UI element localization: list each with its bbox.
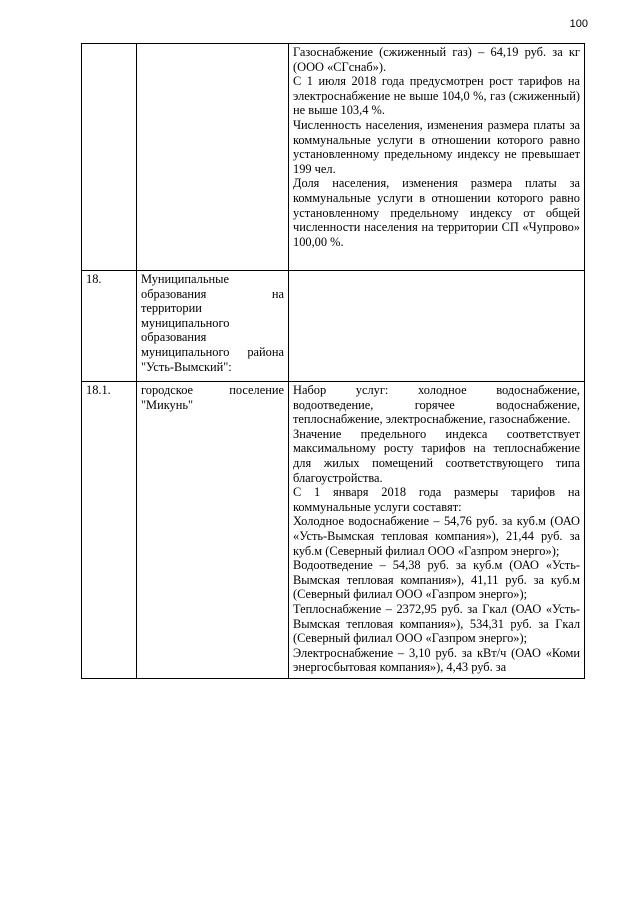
paragraph: Значение предельного индекса соответствует максимальному росту тарифов на теплоснабжение для жилых помещений соответствующего типа благоустройства. <box>293 426 580 485</box>
paragraph: Водоотведение – 54,38 руб. за куб.м (ОАО «Усть-Вымская тепловая компания»), 41,11 руб. за куб.м (Северный филиал ООО «Газпром энерго»); <box>293 558 580 602</box>
table-row-18-1 <box>82 382 585 679</box>
paragraph: Электроснабжение – 3,10 руб. за кВт/ч (ОАО «Коми энергосбытовая компания»), 4,43 руб. за <box>293 645 580 675</box>
paragraph: Теплоснабжение – 2372,95 руб. за Гкал (ОАО «Усть-Вымская тепловая компания»), 534,31 руб. за Гкал (Северный филиал ООО «Газпром энерго»); <box>293 601 580 646</box>
table-row-continuation <box>82 44 585 271</box>
description-cell <box>289 382 585 679</box>
paragraph: С 1 января 2018 года размеры тарифов на коммунальные услуги составят: <box>293 485 580 514</box>
paragraph: Газоснабжение (сжиженный газ) – 64,19 руб. за кг (ООО «СГснаб»). <box>293 45 580 74</box>
paragraph: Набор услуг: холодное водоснабжение, водоотведение, горячее водоснабжение, теплоснабжение, электроснабжение, газоснабжение. <box>293 383 580 427</box>
paragraph: Холодное водоснабжение – 54,76 руб. за куб.м (ОАО «Усть-Вымская тепловая компания»), 21,44 руб. за куб.м (Северный филиал ООО «Газпром энерго»); <box>293 514 580 558</box>
row-number: 18.1. <box>82 382 137 679</box>
municipality-name-text: Муниципальные образования на территории муниципального образования муниципального района "Усть-Вымский": <box>141 272 284 374</box>
tariff-table <box>81 43 585 679</box>
municipality-name-text: городское поселение "Микунь" <box>141 383 284 412</box>
page-number: 100 <box>569 18 588 30</box>
description-cell <box>289 271 585 382</box>
paragraph: Доля населения, изменения размера платы за коммунальные услуги в отношении которого равно установленному предельному индексу от общей численности населения на территории СП «Чупрово» 100,00 %. <box>293 176 580 249</box>
description-cell <box>289 44 585 271</box>
municipality-name <box>137 382 289 679</box>
municipality-name <box>137 44 289 271</box>
row-number <box>82 44 137 271</box>
table-row-18 <box>82 271 585 382</box>
paragraph: Численность населения, изменения размера платы за коммунальные услуги в отношении которого равно установленному предельному индексу не превышает 199 чел. <box>293 117 580 176</box>
row-number: 18. <box>82 271 137 382</box>
paragraph: С 1 июля 2018 года предусмотрен рост тарифов на электроснабжение не выше 104,0 %, газ (сжиженный) не выше 103,4 %. <box>293 74 580 118</box>
municipality-name <box>137 271 289 382</box>
